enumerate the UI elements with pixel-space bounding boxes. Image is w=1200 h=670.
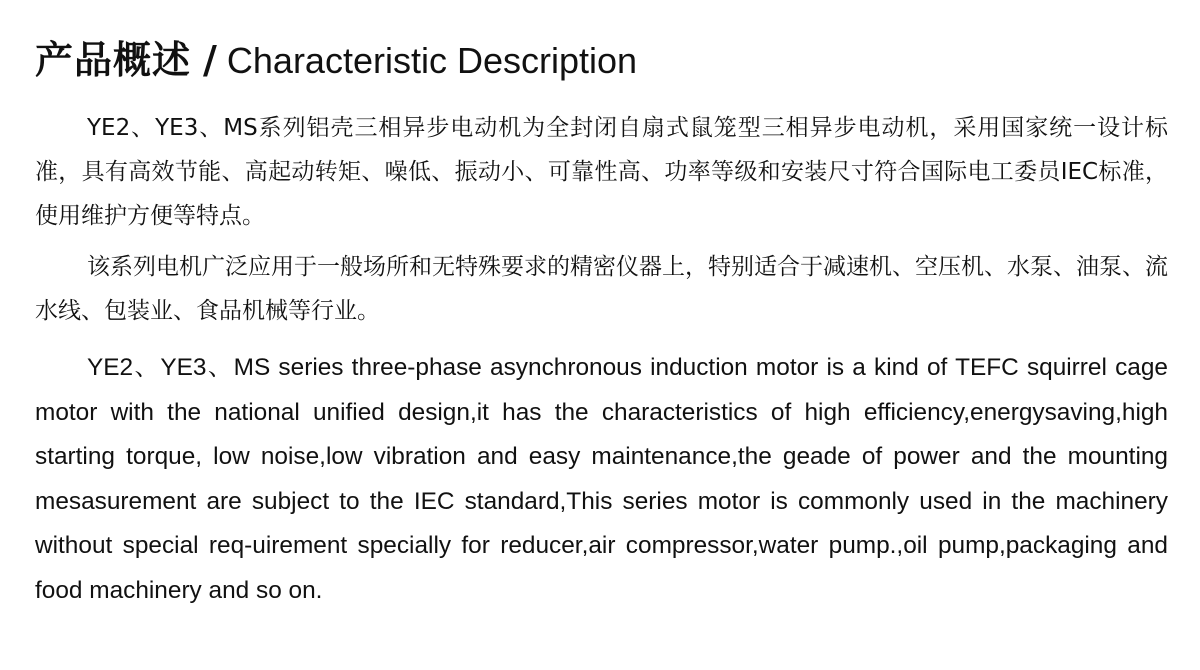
title-chinese: 产品概述 [35, 38, 192, 82]
title-english: Characteristic Description [226, 40, 638, 81]
title-separator: / [203, 38, 217, 82]
description-paragraph-cn-2: 该系列电机广泛应用于一般场所和无特殊要求的精密仪器上，特别适合于减速机、空压机、水泵、油泵、流水线、包装业、食品机械等行业。 [35, 254, 1168, 324]
description-paragraph-cn-1: YE2、YE3、MS系列铝壳三相异步电动机为全封闭自扇式鼠笼型三相异步电动机，采用国家统一设计标准，具有高效节能、高起动转矩、噪低、振动小、可靠性高、功率等级和安装尺寸符合国际电工委员IEC标准，使用维护方便等特点。 [35, 115, 1168, 229]
description-paragraph-en: YE2、YE3、MS series three-phase asynchronous induction motor is a kind of TEFC squirrel cage motor with the national unified design,it has the characteristics of high efficiency,energysaving,high starting torque, low noise,low vibration and easy maintenance,the geade of power and the mounting mesasurement are subject to the IEC standard,This series motor is commonly used in the machinery without special req-uirement specially for reducer,air compressor,water pump.,oil pump,packaging and food machinery and so on. [35, 354, 1168, 604]
section-title [35, 36, 637, 84]
